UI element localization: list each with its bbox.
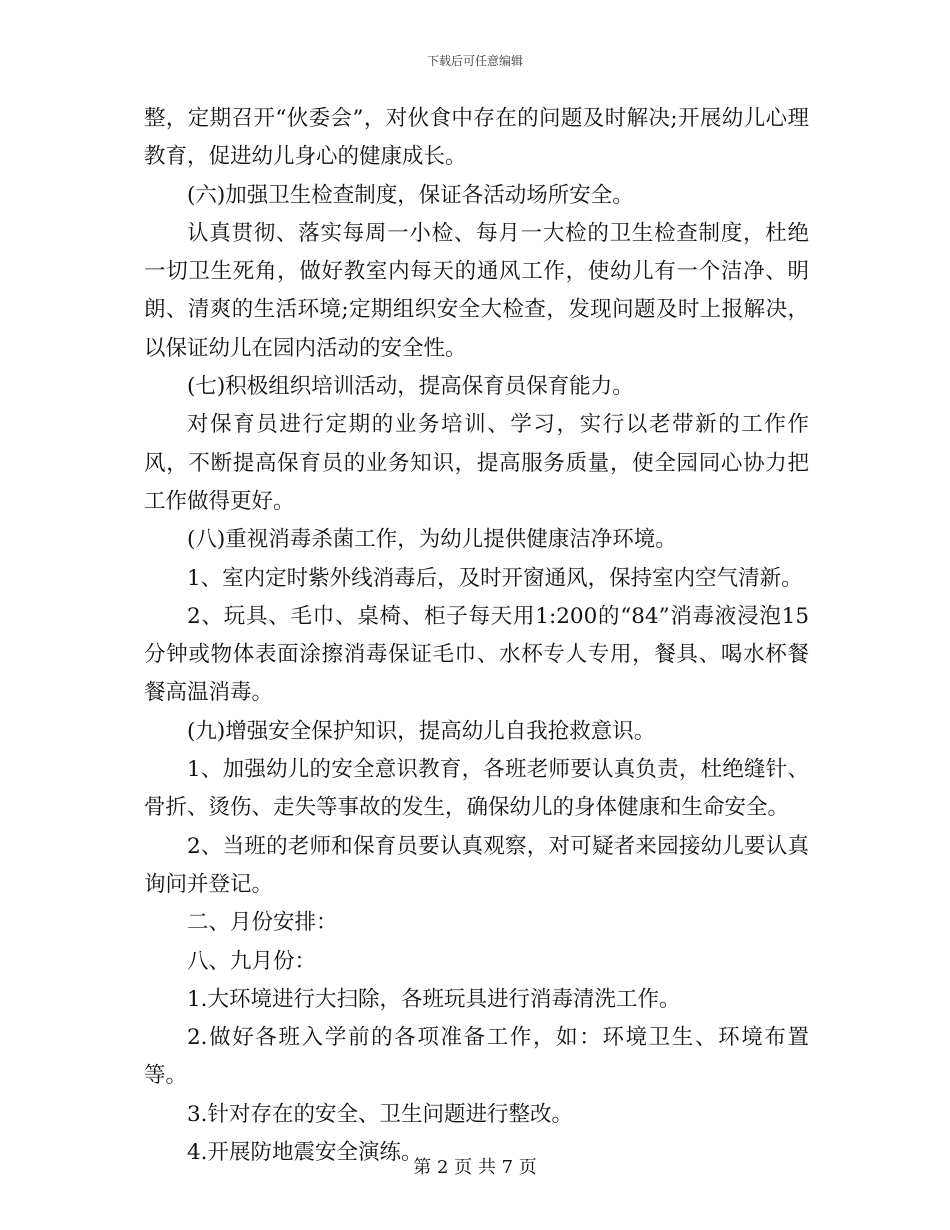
paragraph-hygiene-inspection: 认真贯彻、落实每周一小检、每月一大检的卫生检查制度，杜绝一切卫生死角，做好教室内每天的通风工作，使幼儿有一个洁净、明朗、清爽的生活环境;定期组织安全大检查，发现问题及时上报解决，以保证幼儿在园内活动的安全性。 — [144, 220, 809, 361]
section-heading-monthly-plan: 二、月份安排： — [187, 910, 338, 936]
section-heading-8: (八)重视消毒杀菌工作，为幼儿提供健康洁净环境。 — [187, 527, 677, 553]
list-item-disinfection-1: 1、室内定时紫外线消毒后，及时开窗通风，保持室内空气清新。 — [187, 565, 803, 591]
page-number-footer: 第 2 页 共 7 页 — [413, 1157, 537, 1178]
list-item-plan-4: 4.开展防地震安全演练。 — [187, 1140, 423, 1166]
paragraph-continuation: 整，定期召开“伙委会”，对伙食中存在的问题及时解决;开展幼儿心理教育，促进幼儿身心的健康成长。 — [144, 106, 809, 170]
list-item-plan-2: 2.做好各班入学前的各项准备工作，如：环境卫生、环境布置等。 — [144, 1025, 809, 1089]
list-item-plan-1: 1.大环境进行大扫除，各班玩具进行消毒清洗工作。 — [187, 986, 681, 1012]
page-header: 下载后可任意编辑 — [426, 54, 523, 68]
section-heading-7: (七)积极组织培训活动，提高保育员保育能力。 — [187, 374, 634, 400]
document-body — [144, 100, 809, 1172]
paragraph-staff-training: 对保育员进行定期的业务培训、学习，实行以老带新的工作作风，不断提高保育员的业务知识，提高服务质量，使全园同心协力把工作做得更好。 — [144, 412, 809, 514]
list-item-safety-1: 1、加强幼儿的安全意识教育，各班老师要认真负责，杜绝缝针、骨折、烫伤、走失等事故的发生，确保幼儿的身体健康和生命安全。 — [144, 757, 809, 821]
section-heading-6: (六)加强卫生检查制度，保证各活动场所安全。 — [187, 182, 634, 208]
list-item-safety-2: 2、当班的老师和保育员要认真观察，对可疑者来园接幼儿要认真询问并登记。 — [144, 833, 809, 897]
list-item-disinfection-2: 2、玩具、毛巾、桌椅、柜子每天用1:200的“84”消毒液浸泡15分钟或物体表面涂擦消毒保证毛巾、水杯专人专用，餐具、喝水杯餐餐高温消毒。 — [144, 603, 809, 706]
subheading-aug-sep: 八、九月份： — [187, 948, 317, 974]
list-item-plan-3: 3.针对存在的安全、卫生问题进行整改。 — [187, 1101, 574, 1127]
section-heading-9: (九)增强安全保护知识，提高幼儿自我抢救意识。 — [187, 718, 656, 744]
